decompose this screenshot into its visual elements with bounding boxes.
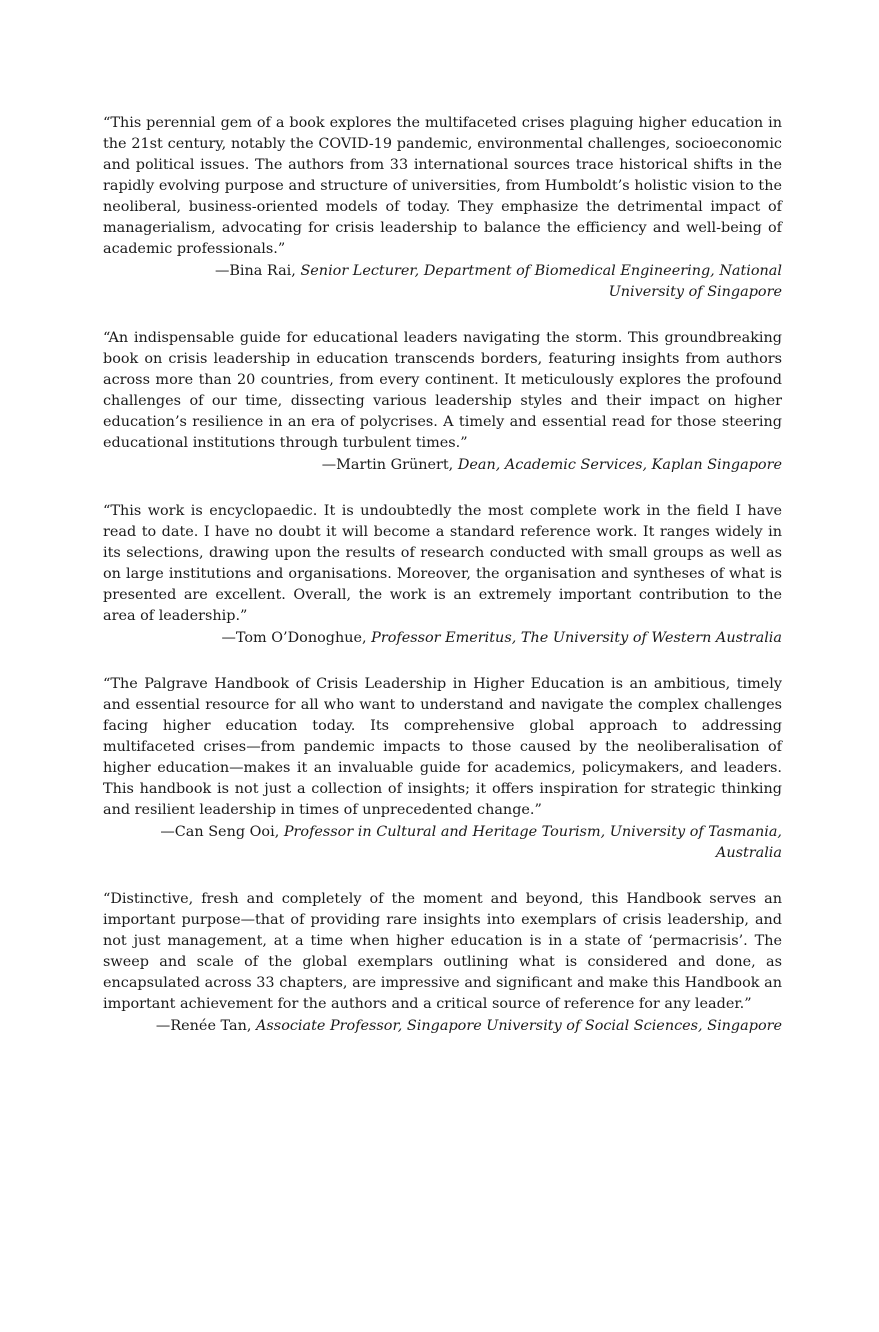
endorser-role: Professor in Cultural and Heritage Tourism, University of Tasmania, Australia [283,824,782,861]
endorsement-quote: “The Palgrave Handbook of Crisis Leadership in Higher Education is an ambitious, timely and essential resource for all who want to understand and navigate the complex challenges facing higher education today. Its comprehensive global approach to addressing multifaceted crises—from pandemic impacts to those caused by the neoliberalisation of higher education—makes it an invaluable guide for academics, policymakers, and leaders. This handbook is not just a collection of insights; it offers inspiration for strategic thinking and resilient leadership in times of unprecedented change.” [103,676,782,818]
endorsement-attribution [103,1016,782,1037]
endorsement-attribution [103,455,782,476]
endorsement-quote: “This perennial gem of a book explores the multifaceted crises plaguing higher education in the 21st century, notably the COVID-19 pandemic, environmental challenges, socioeconomic and political issues. The authors from 33 international sources trace historical shifts in the rapidly evolving purpose and structure of universities, from Humboldt’s holistic vision to the neoliberal, business-oriented models of today. They emphasize the detrimental impact of managerialism, advocating for crisis leadership to balance the efficiency and well-being of academic professionals.” [103,115,782,257]
endorser-role: Associate Professor, Singapore University of Social Sciences, Singapore [256,1018,782,1034]
endorsement-bina-rai [103,113,782,303]
endorsement-quote: “An indispensable guide for educational leaders navigating the storm. This groundbreaking book on crisis leadership in education transcends borders, featuring insights from authors across more than 20 countries, from every continent. It meticulously explores the profound challenges of our time, dissecting various leadership styles and their impact on higher education’s resilience in an era of polycrises. A timely and essential read for those steering educational institutions through turbulent times.” [103,330,782,451]
endorsement-attribution [103,261,782,303]
endorsements-page [103,113,782,1062]
endorsement-attribution [103,822,782,864]
endorsement-renee-tan [103,889,782,1037]
endorsement-martin-grunert [103,328,782,476]
endorser-role: Dean, Academic Services, Kaplan Singapore [457,457,782,473]
endorsement-quote: “Distinctive, fresh and completely of the moment and beyond, this Handbook serves an important purpose—that of providing rare insights into exemplars of crisis leadership, and not just management, at a time when higher education is in a state of ‘permacrisis’. The sweep and scale of the global exemplars outlining what is considered and done, as encapsulated across 33 chapters, are impressive and significant and make this Handbook an important achievement for the authors and a critical source of reference for any leader.” [103,891,782,1012]
endorsement-can-seng-ooi [103,674,782,864]
endorser-role: Professor Emeritus, The University of Western Australia [371,630,782,646]
endorser-name: —Tom O’Donoghue, [221,630,372,646]
endorsement-quote: “This work is encyclopaedic. It is undoubtedly the most complete work in the field I have read to date. I have no doubt it will become a standard reference work. It ranges widely in its selections, drawing upon the results of research conducted with small groups as well as on large institutions and organisations. Moreover, the organisation and syntheses of what is presented are excellent. Overall, the work is an extremely important contribution to the area of leadership.” [103,503,782,624]
endorser-role: Senior Lecturer, Department of Biomedical Engineering, National University of Singapore [300,263,782,300]
endorsement-tom-odonoghue [103,501,782,649]
endorser-name: —Renée Tan, [155,1018,257,1034]
endorser-name: —Martin Grünert, [321,457,458,473]
endorsement-attribution [103,628,782,649]
endorser-name: —Can Seng Ooi, [160,824,284,840]
endorser-name: —Bina Rai, [214,263,301,279]
